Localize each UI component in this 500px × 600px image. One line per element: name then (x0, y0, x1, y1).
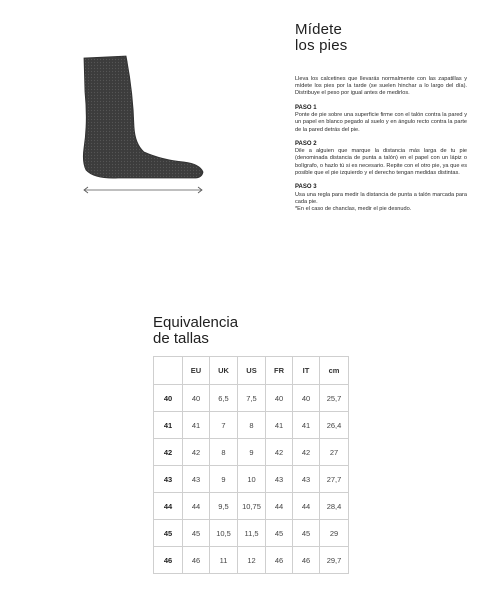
step-3-text: Usa una regla para medir la distancia de punta a talón marcada para cada pie. (295, 191, 467, 205)
table-cell: 43 (293, 466, 320, 493)
header-cell-cm: cm (320, 357, 349, 385)
step-1-title: PASO 1 (295, 104, 317, 111)
double-arrow-icon (84, 187, 202, 193)
table-row (154, 412, 349, 439)
table-cell: 42 (266, 439, 293, 466)
table-cell: 46 (183, 547, 210, 574)
table-row (154, 547, 349, 574)
table-cell: 7,5 (238, 385, 266, 412)
table-cell: 10,75 (238, 493, 266, 520)
size-table (153, 356, 349, 574)
step-1-text: Ponte de pie sobre una superficie firme con el talón contra la pared y un papel en blanco pegado al suelo y en ángulo recto contra la parte de la pared detrás del pie. (295, 112, 467, 133)
table-cell: 42 (183, 439, 210, 466)
table-cell: 29 (320, 520, 349, 547)
table-cell: 10,5 (210, 520, 238, 547)
size-table-title (153, 315, 238, 347)
header-cell-it: IT (293, 357, 320, 385)
header-cell-fr: FR (266, 357, 293, 385)
size-table-header-row (154, 357, 349, 385)
measure-intro: Lleva los calcetines que llevarás normalmente con las zapatillas y mídete los pies por la tarde (se suelen hinchar a lo largo del día). Distribuye el peso por igual antes de medirlos. (295, 76, 467, 97)
table-cell: 41 (266, 412, 293, 439)
table-row (154, 439, 349, 466)
table-cell: 46 (293, 547, 320, 574)
measure-title-line1: Mídete (295, 21, 343, 38)
table-cell: 11,5 (238, 520, 266, 547)
table-cell: 29,7 (320, 547, 349, 574)
table-cell: 45 (183, 520, 210, 547)
table-cell: 10 (238, 466, 266, 493)
step-2 (295, 141, 467, 177)
row-size-cell: 43 (154, 466, 183, 493)
measure-title-line2: los pies (295, 37, 348, 54)
table-cell: 43 (183, 466, 210, 493)
table-cell: 9,5 (210, 493, 238, 520)
table-cell: 26,4 (320, 412, 349, 439)
table-cell: 11 (210, 547, 238, 574)
table-cell: 45 (293, 520, 320, 547)
table-cell: 6,5 (210, 385, 238, 412)
table-cell: 27 (320, 439, 349, 466)
header-cell-us: US (238, 357, 266, 385)
measure-instructions (295, 22, 467, 213)
header-cell-blank (154, 357, 183, 385)
step-3-title: PASO 3 (295, 184, 317, 191)
row-size-cell: 41 (154, 412, 183, 439)
table-cell: 28,4 (320, 493, 349, 520)
measure-title (295, 22, 385, 54)
table-cell: 8 (210, 439, 238, 466)
table-cell: 7 (210, 412, 238, 439)
table-cell: 40 (266, 385, 293, 412)
table-cell: 43 (266, 466, 293, 493)
row-size-cell: 42 (154, 439, 183, 466)
table-cell: 25,7 (320, 385, 349, 412)
table-cell: 42 (293, 439, 320, 466)
step-3 (295, 184, 467, 213)
table-cell: 40 (183, 385, 210, 412)
header-cell-uk: UK (210, 357, 238, 385)
row-size-cell: 46 (154, 547, 183, 574)
table-row (154, 520, 349, 547)
table-row (154, 466, 349, 493)
table-cell: 12 (238, 547, 266, 574)
step-2-title: PASO 2 (295, 140, 317, 147)
foot-icon (78, 52, 208, 200)
step-3-note: *En el caso de chanclas, medir el pie desnudo. (295, 205, 412, 212)
row-size-cell: 40 (154, 385, 183, 412)
table-cell: 45 (266, 520, 293, 547)
size-table-title-line2: de tallas (153, 330, 209, 347)
table-cell: 8 (238, 412, 266, 439)
table-row (154, 493, 349, 520)
foot-shape (83, 56, 203, 178)
table-cell: 9 (210, 466, 238, 493)
table-cell: 46 (266, 547, 293, 574)
row-size-cell: 45 (154, 520, 183, 547)
table-cell: 9 (238, 439, 266, 466)
row-size-cell: 44 (154, 493, 183, 520)
table-cell: 41 (293, 412, 320, 439)
table-cell: 44 (293, 493, 320, 520)
table-cell: 27,7 (320, 466, 349, 493)
table-cell: 40 (293, 385, 320, 412)
table-cell: 41 (183, 412, 210, 439)
step-1 (295, 105, 467, 134)
step-2-text: Dile a alguien que marque la distancia más larga de tu pie (denominada distancia de punta a talón) en el papel con un lápiz o bolígrafo, o hazlo tú si es necesario. Repite con el otro pie, ya que es posible que el pie izquierdo y el derecho tengan medidas distintas. (295, 148, 467, 176)
table-cell: 44 (266, 493, 293, 520)
header-cell-eu: EU (183, 357, 210, 385)
size-table-title-line1: Equivalencia (153, 314, 239, 331)
table-cell: 44 (183, 493, 210, 520)
table-row (154, 385, 349, 412)
